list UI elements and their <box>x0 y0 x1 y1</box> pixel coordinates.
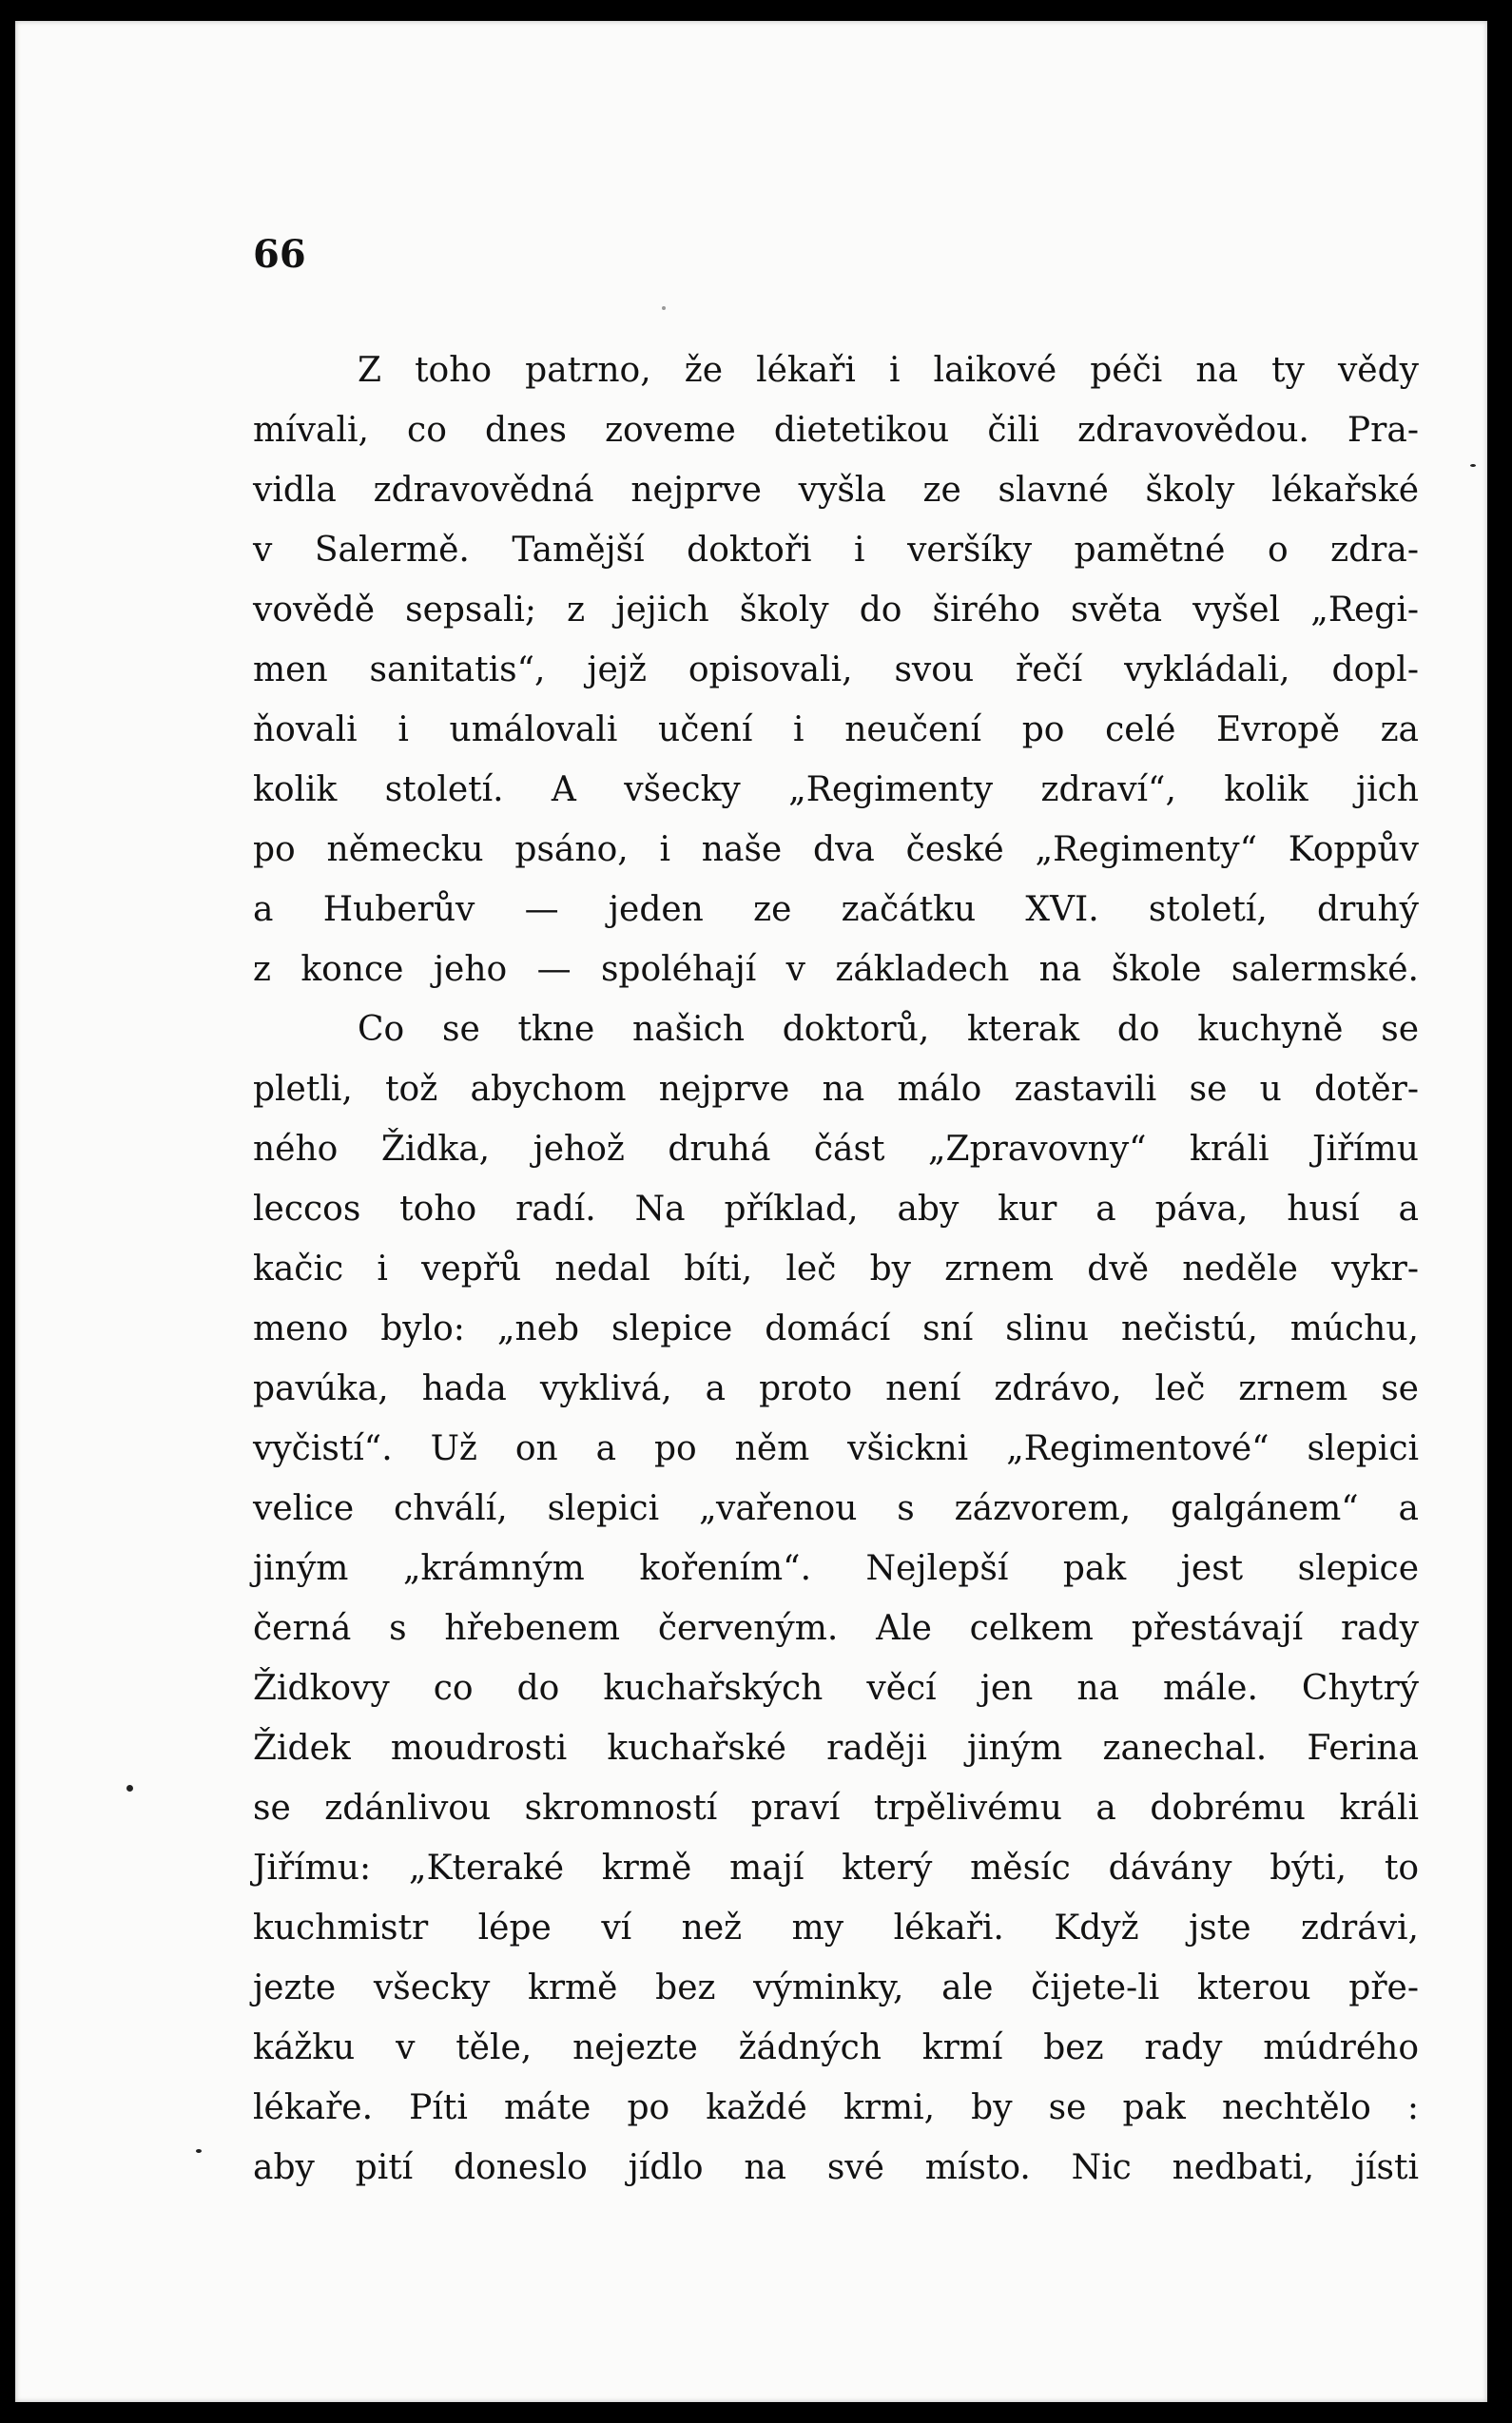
text-line: kačic i vepřů nedal bíti, leč by zrnem dvě neděle vykr- <box>253 1250 1419 1289</box>
text-line: vyčistí“. Už on a po něm všickni „Regimentové“ slepici <box>253 1429 1419 1468</box>
text-line: a Huberův — jeden ze začátku XVI. století, druhý <box>253 890 1419 929</box>
text-line: Židek moudrosti kuchařské raději jiným zanechal. Ferina <box>253 1729 1419 1768</box>
text-line: mívali, co dnes zoveme dietetikou čili zdravovědou. Pra- <box>253 411 1419 450</box>
text-line: v Salermě. Tamější doktoři i veršíky pamětné o zdra- <box>253 531 1419 570</box>
text-line: Co se tkne našich doktorů, kterak do kuchyně se <box>358 1010 1419 1049</box>
text-line: lékaře. Píti máte po každé krmi, by se pak nechtělo : <box>253 2088 1419 2127</box>
text-line: vovědě sepsali; z jejich školy do širého světa vyšel „Regi- <box>253 591 1419 630</box>
ink-speck <box>126 1785 133 1792</box>
text-line: meno bylo: „neb slepice domácí sní slinu nečistú, múchu, <box>253 1309 1419 1348</box>
text-line: kážku v těle, nejezte žádných krmí bez rady múdrého <box>253 2028 1419 2067</box>
text-line: ňovali i umálovali učení i neučení po celé Evropě za <box>253 710 1419 749</box>
ink-speck <box>1470 464 1476 467</box>
text-line: velice chválí, slepici „vařenou s zázvorem, galgánem“ a <box>253 1489 1419 1528</box>
text-line: kuchmistr lépe ví než my lékaři. Když jste zdrávi, <box>253 1909 1419 1948</box>
text-line: pletli, tož abychom nejprve na málo zastavili se u dotěr- <box>253 1070 1419 1109</box>
text-line: Jiřímu: „Kteraké krmě mají který měsíc dávány býti, to <box>253 1849 1419 1888</box>
text-line: kolik století. A všecky „Regimenty zdraví“, kolik jich <box>253 770 1419 809</box>
text-line: men sanitatis“, jejž opisovali, svou řečí vykládali, dopl- <box>253 650 1419 689</box>
text-line: Z toho patrno, že lékaři i laikové péči na ty vědy <box>358 351 1419 390</box>
text-line: se zdánlivou skromností praví trpělivému a dobrému králi <box>253 1789 1419 1828</box>
text-line: ného Židka, jehož druhá část „Zpravovny“ králi Jiřímu <box>253 1130 1419 1169</box>
text-line: po německu psáno, i naše dva české „Regimenty“ Koppův <box>253 830 1419 869</box>
book-page <box>15 21 1487 2402</box>
ink-speck <box>662 306 666 310</box>
page-body-text <box>253 340 1419 2198</box>
text-line: vidla zdravovědná nejprve vyšla ze slavné školy lékařské <box>253 471 1419 510</box>
text-line: z konce jeho — spoléhají v základech na škole salermské. <box>253 950 1419 989</box>
text-line: černá s hřebenem červeným. Ale celkem přestávají rady <box>253 1609 1419 1648</box>
text-line: aby pití doneslo jídlo na své místo. Nic nedbati, jísti <box>253 2148 1419 2187</box>
text-line: jezte všecky krmě bez výminky, ale čijete-li kterou pře- <box>253 1968 1419 2007</box>
text-line: Židkovy co do kuchařských věcí jen na mále. Chytrý <box>253 1669 1419 1708</box>
text-line: jiným „krámným kořením“. Nejlepší pak jest slepice <box>253 1549 1419 1588</box>
ink-speck <box>196 2149 202 2153</box>
text-line: leccos toho radí. Na příklad, aby kur a páva, husí a <box>253 1190 1419 1229</box>
text-line: pavúka, hada vyklivá, a proto není zdrávo, leč zrnem se <box>253 1369 1419 1408</box>
page-number: 66 <box>253 232 306 277</box>
